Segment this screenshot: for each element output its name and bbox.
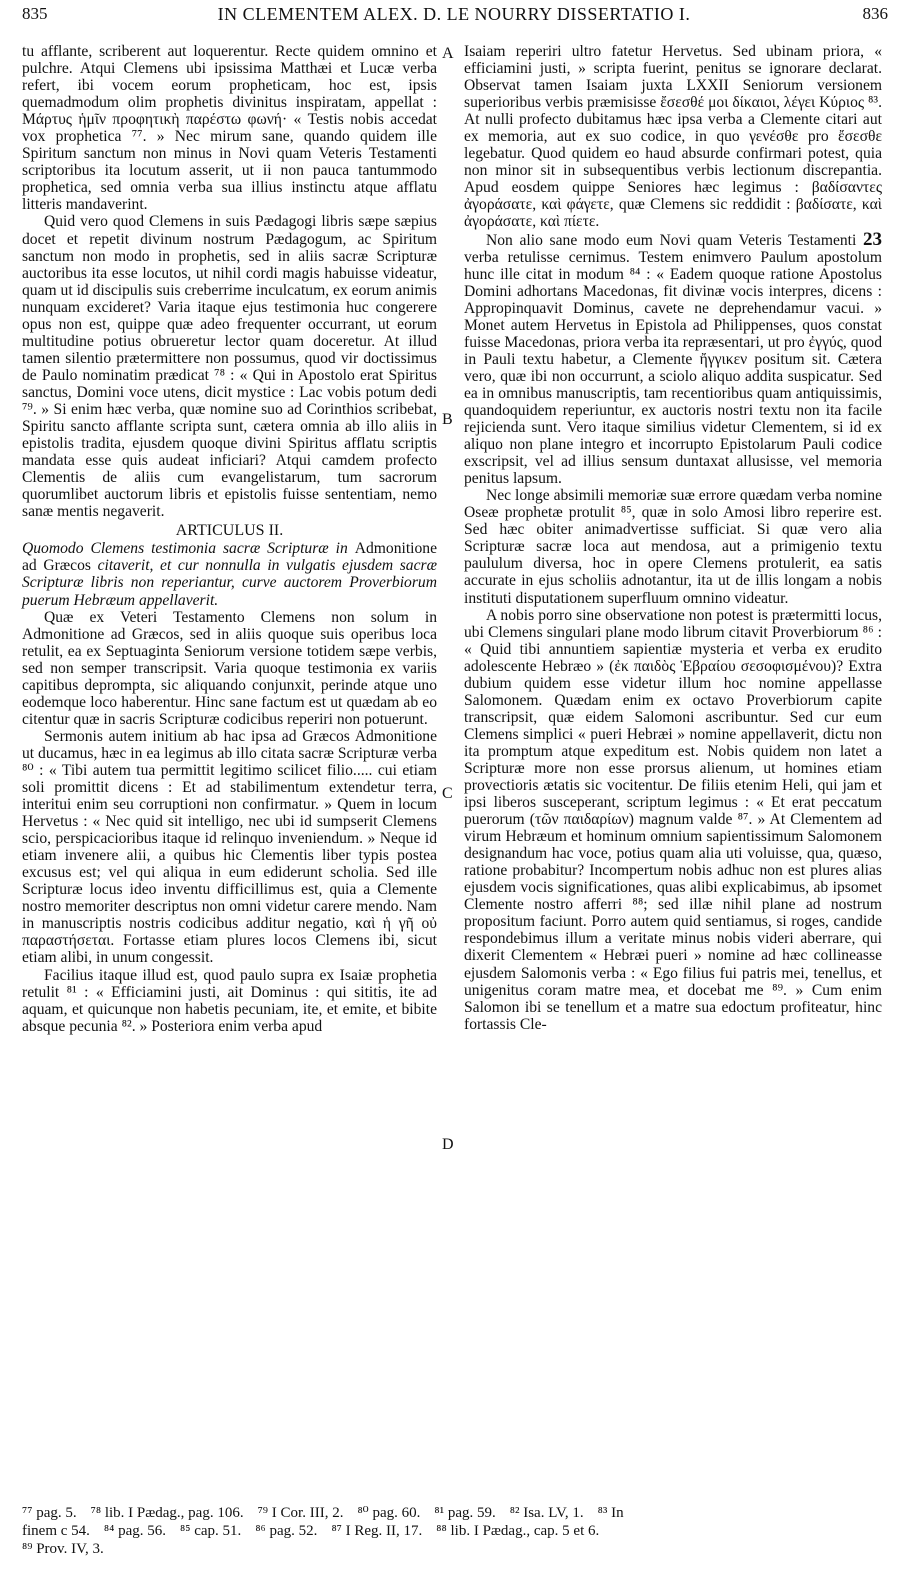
footnote: ⁸⁴ pag. 56.	[103, 1523, 167, 1539]
footnote-row	[22, 1504, 887, 1522]
paragraph: Non alio sane modo eum Novi quam Veteris Testamenti 23 verba retulisse cernimus. Testem enimvero Paulum apostolum hunc ille citat in modum ⁸⁴ : « Eadem quoque ratione Apostolus Domini adhortans Macedonas, fit divinæ vocis interpres, dicens : Appropinquavit Dominus, cavete ne deprehendamur vacui. » Monet autem Hervetus in Epistola ad Philippenses, quos constat fuisse Macedonas, priora verba ita repræsentari, ut pro ἐγγύς, quod in Pauli textu habetur, a Clemente ἤγγικεν positum sit. Cætera vero, quæ ibi non occurrunt, a sciolo aliquo addita suspicatur. Sed ea in omnibus manuscriptis, tam recentioribus quam antiquissimis, quandoquidem reperiuntur, ex auctoris nostri textu non ita facile rejicienda sunt. Vero itaque similius videtur Clementem, si id ex aliquo non plane integro et incorrupto Epistolarum Pauli codice exscripsit, vel ad illius sensum duntaxat allusisse, vel memoria penitus lapsum.	[464, 228, 882, 488]
margin-letters	[440, 43, 460, 1463]
footnote: ⁸⁷ I Reg. II, 17.	[331, 1523, 423, 1539]
running-title: IN CLEMENTEM ALEX. D. LE NOURRY DISSERTATIO I.	[217, 4, 691, 24]
left-column	[22, 43, 437, 1035]
footnote: ⁷⁸ lib. I Pædag., pag. 106.	[90, 1505, 244, 1521]
summary-fragment: Admonitione ad Græcos	[22, 540, 437, 575]
footnotes	[22, 1504, 887, 1558]
summary-fragment: Quomodo Clemens testimonia sacræ Scripturæ in	[22, 540, 355, 558]
paragraph: Nec longe absimili memoriæ suæ errore quædam verba nomine Oseæ prophetæ protulit ⁸⁵, quæ in solo Amosi libro reperire est. Sed hæc obiter animadvertisse sufficiat. Si quæ vero alia Scripturæ sacræ loca aut mendosa, aut a primigenio textu paululum diversa, hoc in opere Clemens protulerit, ea satis accurate in ejus scholiis adnotantur, ita ut de illis longam a nobis instituti disputationem superfluum omnino videatur.	[464, 487, 882, 607]
paragraph: Facilius itaque illud est, quod paulo supra ex Isaiæ prophetia retulit ⁸¹ : « Efficiamini justi, ait Dominus : qui sititis, ite ad aquam, et quicunque non habetis pecuniam, ite, et emite, et bibite absque pecunia ⁸². » Posteriora enim verba apud	[22, 966, 437, 1035]
footnote: ⁷⁹ I Cor. III, 2.	[257, 1505, 344, 1521]
footnote: ⁸³ In	[597, 1505, 624, 1521]
margin-letter-c: C	[442, 785, 453, 802]
margin-letter-a: A	[442, 45, 454, 62]
page-number-right: 836	[862, 4, 888, 23]
footnote: ⁷⁷ pag. 5.	[22, 1505, 77, 1521]
footnote: ⁸⁵ cap. 51.	[180, 1523, 242, 1539]
footnote: ⁸² Isa. LV, 1.	[509, 1505, 584, 1521]
paragraph: tu afflante, scriberent aut loquerentur. Recte quidem omnino et pulchre. Atqui Clemens ubi ipsissima Matthæi et Lucæ verba refert, ibi vocem eorum propheticam, hoc est, ipsis quemadmodum olim prophetis divinitus inspiratam, appellat : Μάρτυς ἡμῖν προφητικὴ παρέστω φωνή· « Testis nobis accedat vox prophetica ⁷⁷. » Nec mirum sane, quando quidem ille Spiritum sanctum non minus in Novi quam Veteris Testamenti scriptoribus ita locutum asserit, ut ii non pauca tantummodo prophetica, sed omnia verba sua illius instinctu atque afflatu litteris mandaverint.	[22, 43, 437, 214]
paragraph: Quæ ex Veteri Testamento Clemens non solum in Admonitione ad Græcos, sed in aliis quoque suis operibus loca retulit, ea ex Septuaginta Seniorum versione totidem sæpe verbis, sed non semper transcripsit. Varia quoque testimonia ex variis capitibus deprompta, sic aliquando conjunxit, perinde atque uno eodemque loco haberentur. Hinc sane factum est ut quædam ab eo citentur quæ in sacris Scripturæ codicibus reperiri non potuerunt.	[22, 608, 437, 728]
footnote: ⁸⁸ lib. I Pædag., cap. 5 et 6.	[436, 1523, 600, 1539]
paragraph: Isaiam reperiri ultro fatetur Hervetus. Sed ubinam priora, « efficiamini justi, » scripta fuerint, penitus se ignorare declarat. Observat tamen Isaiam juxta LXXII Seniorum versionem superioribus verbis præmisisse ἔσεσθέ μοι δίκαιοι, λέγει Κύριος ⁸³. At nulli profecto dubitamus hæc ipsa verba a Clemente citari aut ex memoria, aut ex suo codice, in quo γενέσθε pro ἔσεσθε legebatur. Quod quidem eo haud absurde confirmari potest, quia non minor sit in subsequentibus verbis lectionum discrepantia. Apud eosdem quippe Seniores hæc legimus : βαδίσαντες ἀγοράσατε, καὶ φάγετε, quæ Clemens sic reddidit : βαδίσατε, καὶ ἀγοράσατε, καὶ πίετε.	[464, 43, 882, 231]
paragraph: Sermonis autem initium ab hac ipsa ad Græcos Admonitione ut ducamus, hæc in ea legimus ab illo citata sacræ Scripturæ verba ⁸⁰ : « Tibi autem tua permittit legitimo scilicet filio..... cui etiam soli promittit dicens : Et ad stabilimentum extendetur terra, interitui enim seu corruptioni non confirmatur. » Quem in locum Hervetus : « Nec quid sit intelligo, nec ubi id sumpserit Clemens scio, perspicacioribus itaque id relinquo inveniendum. » Neque id etiam invenere alii, a quibus hic Clementis liber typis postea excusus est; vel qui aliqua in eum ediderunt scholia. Sed ille Scripturæ locus ideo inventu difficillimus est, quia a Clemente nostro memoriter descriptus non omni videtur carere mendo. Nam in manuscriptis nostris codicibus additur negatio, καὶ ἡ γῆ οὐ παραστήσεται. Fortasse etiam plures locos Clemens ibi, sicut etiam alibi, in unum congessit.	[22, 727, 437, 967]
margin-letter-d: D	[442, 1136, 454, 1153]
article-summary	[22, 540, 437, 608]
footnote-row	[22, 1540, 887, 1558]
footnote: ⁸⁶ pag. 52.	[255, 1523, 318, 1539]
section-number: 23	[863, 228, 882, 250]
footnote-row	[22, 1522, 887, 1540]
footnote: ⁸¹ pag. 59.	[434, 1505, 496, 1521]
footnote: ⁸⁰ pag. 60.	[357, 1505, 421, 1521]
page-number-left: 835	[22, 4, 48, 23]
footnote: finem c 54.	[22, 1523, 90, 1539]
paragraph: Quid vero quod Clemens in suis Pædagogi libris sæpe sæpius docet et repetit divinum nostrum Pædagogum, ac Spiritum sanctum non modo in prophetis, sed in aliis sacræ Scripturæ auctoribus ita esse locutos, ut nihil cordi magis habuisse videatur, quam ut id discipulis suis creberrime inculcatum, ex eorum animis nunquam excideret? Varia itaque ejus testimonia huc congerere opus non est, quippe quæ adeo frequenter occurrant, ut eorum multitudine potius obrueretur lector quam doceretur. At illud tamen silentio prætermittere non possumus, quod vir doctissimus de Paulo nominatim prædicat ⁷⁸ : « Qui in Apostolo erat Spiritus sanctus, Domini voce utens, dicit mystice : Lac vobis potum dedi ⁷⁹. » Si enim hæc verba, quæ nomine suo ad Corinthios scribebat, Spiritu sancto afflante scripta sunt, cætera omnia ab illo aliis in epistolis tradita, ejusdem quoque divini Spiritus afflatu scriptis mandata esse quis audeat inficiari? Atqui camdem profecto Clementis de aliis cum evangelistarum, tum sacrorum quorumlibet auctorum libris et epistolis fuisse sententiam, nemo sanæ mentis negaverit.	[22, 213, 437, 521]
running-header	[0, 0, 908, 30]
article-heading: ARTICULUS II.	[175, 522, 284, 540]
summary-fragment: citaverit, et cur nonnulla in vulgatis ejusdem sacræ Scripturæ libris non reperiantur, curve auctorem Proverbiorum puerum Hebræum appellaverit.	[22, 557, 437, 609]
right-column	[464, 43, 882, 1033]
margin-letter-b: B	[442, 411, 453, 428]
paragraph: A nobis porro sine observatione non potest is prætermitti locus, ubi Clemens singulari plane modo librum citavit Proverbiorum ⁸⁶ : « Quid tibi annuntiem sapientiæ mysteria et verba ex erudito adolescente Hebræo » (ἐκ παιδὸς Ἑβραίου σεσοφισμένου)? Extra dubium quidem esse videtur illum hoc nomine appellasse Salomonem. Quædam enim ex octavo Proverbiorum capite transcripsit, quæ eidem Salomoni ascribuntur. Sed cur eum Clemens simplici « pueri Hebræi » nomine appellaverit, dictu non ita promptum atque expeditum est. Nobis quidem non latet a Scripturæ more non esse prorsus alienum, ut homines etiam provectioris ætatis sic vocitentur. De filiis etenim Heli, qui jam et ipsi liberos susceperant, scriptum legimus : « Et erat peccatum puerorum (τῶν παιδαρίων) magnum valde ⁸⁷. » At Clementem ad virum Hebræum et hominum omnium sapientissimum Salomonem designandum hac voce, potius quam alia uti voluisse, qua, quæso, ratione probabitur? Incompertum nobis adhuc non est plures alias ejusdem vocis significationes, quas alibi explicabimus, ab ipsomet Clemente nostro afferri ⁸⁸; sed illæ nihil plane ad nostrum propositum faciunt. Porro autem quid sentiamus, si roges, candide respondebimus illum a veritate minus nobis videri aberrare, qui dixerit Clementem « Hebræi pueri » nomine ad hæc collineasse ejusdem Salomonis verba : « Ego filius fui patris mei, tenellus, et unigenitus coram matre mea, et docebat me ⁸⁹. » Cum enim Salomon ibi se tenellum et a matre sua edoctum profiteatur, hinc fortassis Cle-	[464, 606, 882, 1033]
footnote: ⁸⁹ Prov. IV, 3.	[22, 1541, 104, 1557]
